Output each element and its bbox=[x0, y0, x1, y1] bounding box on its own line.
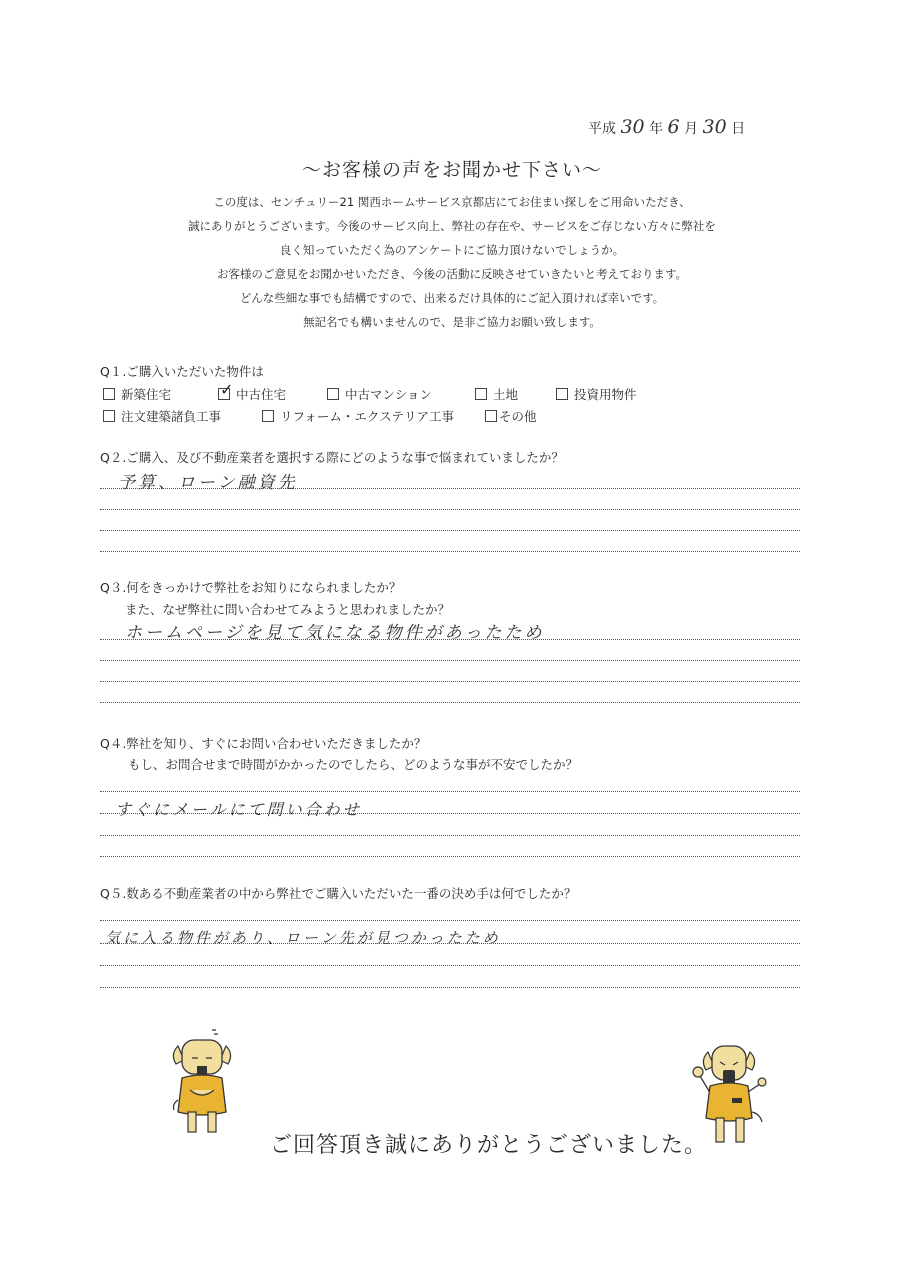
answer-line bbox=[100, 702, 800, 703]
mascot-cheering-icon bbox=[690, 1042, 768, 1148]
answer-line bbox=[100, 639, 800, 640]
answer-line bbox=[100, 813, 800, 814]
answer-line bbox=[100, 509, 800, 510]
date-year-unit: 年 bbox=[649, 121, 664, 137]
answer-line bbox=[100, 488, 800, 489]
checkbox[interactable] bbox=[103, 388, 115, 400]
q3-label: Q３.何をきっかけで弊社をお知りになられましたか？ bbox=[100, 580, 402, 595]
intro-line: お客様のご意見をお聞かせいただき、今後の活動に反映させていきたいと考えております。 bbox=[216, 267, 688, 281]
q3-label-2: また、なぜ弊社に問い合わせてみようと思われましたか？ bbox=[125, 602, 451, 617]
intro-line: この度は、センチュリー21 関西ホームサービス京都店にてお住まい探しをご用命いただき、 bbox=[213, 195, 691, 209]
q1-label: Q１.ご購入いただいた物件は bbox=[100, 364, 264, 379]
q1-option-reform[interactable]: リフォーム・エクステリア工事 bbox=[262, 407, 454, 425]
q5-answer: 気に入る物件があり、ローン先が見つかったため bbox=[105, 929, 501, 947]
q1-option-custom-build[interactable]: 注文建築諸負工事 bbox=[103, 407, 221, 425]
intro-line: どんな些細な事でも結構ですので、出来るだけ具体的にご記入頂ければ幸いです。 bbox=[239, 291, 665, 305]
intro-text bbox=[0, 190, 904, 334]
answer-line bbox=[100, 943, 800, 944]
q4-label: Q４.弊社を知り、すぐにお問い合わせいただきましたか？ bbox=[100, 736, 427, 751]
answer-line bbox=[100, 551, 800, 552]
checkbox[interactable] bbox=[475, 388, 487, 400]
closing-message: ご回答頂き誠にありがとうございました。 bbox=[270, 1133, 708, 1158]
answer-line bbox=[100, 791, 800, 792]
q1-option-land[interactable]: 土地 bbox=[475, 385, 518, 403]
answer-line bbox=[100, 530, 800, 531]
q1-option-used-mansion[interactable]: 中古マンション bbox=[327, 385, 432, 403]
q4-label-2: もし、お問合せまで時間がかかったのでしたら、どのような事が不安でしたか？ bbox=[128, 757, 579, 772]
answer-line bbox=[100, 660, 800, 661]
date-year: 30 bbox=[620, 116, 645, 138]
checkbox[interactable] bbox=[327, 388, 339, 400]
answer-line bbox=[100, 987, 800, 988]
mascot-bowing-icon bbox=[168, 1028, 240, 1138]
survey-date bbox=[588, 116, 745, 138]
answer-line bbox=[100, 965, 800, 966]
date-era: 平成 bbox=[588, 121, 616, 137]
checkbox-checked[interactable] bbox=[218, 388, 230, 400]
q4-answer: すぐにメールにて問い合わせ bbox=[115, 800, 362, 819]
answer-line bbox=[100, 856, 800, 857]
date-month-unit: 月 bbox=[684, 121, 699, 137]
page-title: ～お客様の声をお聞かせ下さい～ bbox=[301, 159, 602, 181]
checkbox[interactable] bbox=[556, 388, 568, 400]
q5-label: Q５.数ある不動産業者の中から弊社でご購入いただいた一番の決め手は何でしたか？ bbox=[100, 886, 577, 901]
answer-line bbox=[100, 920, 800, 921]
date-month: 6 bbox=[667, 116, 680, 138]
q2-label: Q２.ご購入、及び不動産業者を選択する際にどのような事で悩まれていましたか？ bbox=[100, 450, 564, 465]
checkbox[interactable] bbox=[262, 410, 274, 422]
q3-answer: ホームページを見て気になる物件があったため bbox=[125, 623, 545, 643]
intro-line: 誠にありがとうございます。今後のサービス向上、弊社の存在や、サービスをご存じない方々に弊社を bbox=[188, 219, 716, 233]
date-day: 30 bbox=[702, 116, 727, 138]
answer-line bbox=[100, 835, 800, 836]
answer-line bbox=[100, 681, 800, 682]
checkbox[interactable] bbox=[103, 410, 115, 422]
intro-line: 良く知っていただく為のアンケートにご協力頂けないでしょうか。 bbox=[279, 243, 625, 257]
q1-option-other[interactable]: その他 bbox=[485, 407, 537, 425]
checkbox[interactable] bbox=[485, 410, 497, 422]
intro-line: 無記名でも構いませんので、是非ご協力お願い致します。 bbox=[303, 315, 601, 329]
q1-option-new-house[interactable]: 新築住宅 bbox=[103, 385, 171, 403]
date-day-unit: 日 bbox=[731, 121, 746, 137]
q1-option-used-house[interactable]: ✓ 中古住宅 bbox=[218, 385, 286, 403]
q2-answer: 予算、ローン融資先 bbox=[118, 473, 298, 493]
q1-option-investment[interactable]: 投資用物件 bbox=[556, 385, 637, 403]
